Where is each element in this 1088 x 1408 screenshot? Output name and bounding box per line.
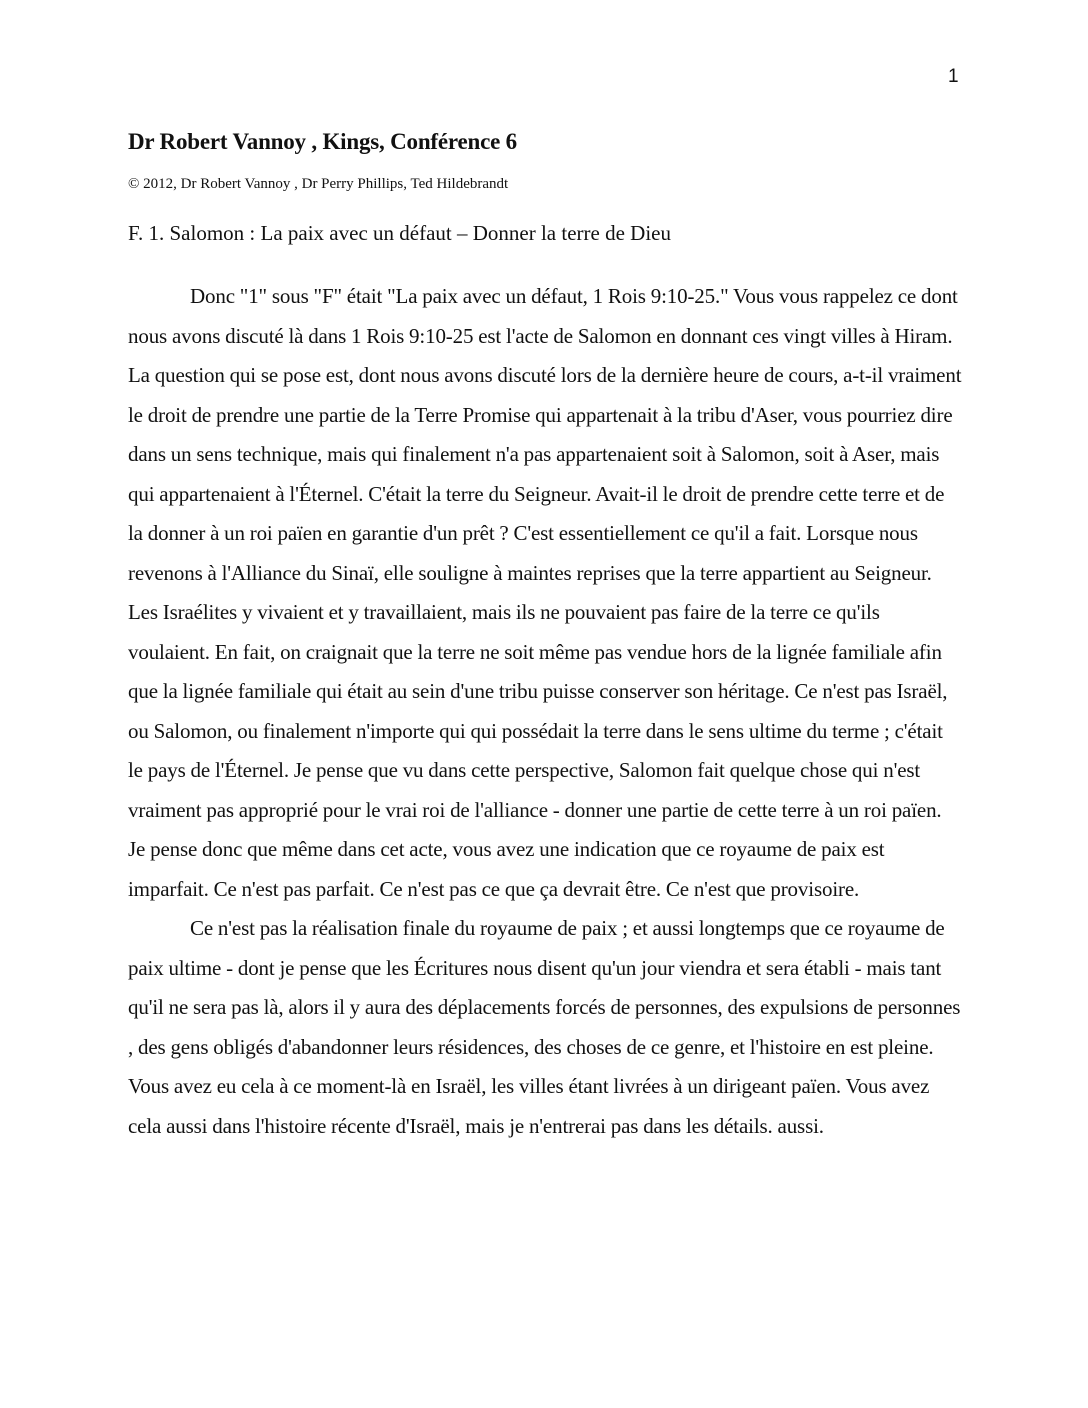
paragraph: Ce n'est pas la réalisation finale du royaume de paix ; et aussi longtemps que ce royaume de paix ultime - dont je pense que les Écritures nous disent qu'un jour viendra et sera établi - mais tant qu'il ne sera pas là, alors il y aura des déplacements forcés de personnes, des expulsions de personnes , des gens obligés d'abandonner leurs résidences, des choses de ce genre, et l'histoire en est pleine. Vous avez eu cela à ce moment-là en Israël, les villes étant livrées à un dirigeant païen. Vous avez cela aussi dans l'histoire récente d'Israël, mais je n'entrerai pas dans les détails. aussi. — [128, 916, 961, 1138]
page-number: 1 — [948, 66, 959, 87]
copyright-line: © 2012, Dr Robert Vannoy , Dr Perry Phillips, Ted Hildebrandt — [128, 176, 509, 192]
document-title: Dr Robert Vannoy , Kings, Conférence 6 — [128, 129, 517, 154]
body-text — [128, 277, 962, 1146]
paragraph: Donc "1" sous "F" était "La paix avec un défaut, 1 Rois 9:10-25." Vous vous rappelez ce dont nous avons discuté là dans 1 Rois 9:10-25 est l'acte de Salomon en donnant ces vingt villes à Hiram. La question qui se pose est, dont nous avons discuté lors de la dernière heure de cours, a-t-il vraiment le droit de prendre une partie de la Terre Promise qui appartenait à la tribu d'Aser, vous pourriez dire dans un sens technique, mais qui finalement n'a pas appartenaient soit à Salomon, soit à Aser, mais qui appartenaient à l'Éternel. C'était la terre du Seigneur. Avait-il le droit de prendre cette terre et de la donner à un roi païen en garantie d'un prêt ? C'est essentiellement ce qu'il a fait. Lorsque nous revenons à l'Alliance du Sinaï, elle souligne à maintes reprises que la terre appartient au Seigneur. Les Israélites y vivaient et y travaillaient, mais ils ne pouvaient pas faire de la terre ce qu'ils voulaient. En fait, on craignait que la terre ne soit même pas vendue hors de la lignée familiale afin que la lignée familiale qui était au sein d'une tribu puisse conserver son héritage. Ce n'est pas Israël, ou Salomon, ou finalement n'importe qui qui possédait la terre dans le sens ultime du terme ; c'était le pays de l'Éternel. Je pense que vu dans cette perspective, Salomon fait quelque chose qui n'est vraiment pas approprié pour le vrai roi de l'alliance - donner une partie de cette terre à un roi païen. Je pense donc que même dans cet acte, vous avez une indication que ce royaume de paix est imparfait. Ce n'est pas parfait. Ce n'est pas ce que ça devrait être. Ce n'est que provisoire. — [128, 284, 962, 901]
section-heading: F. 1. Salomon : La paix avec un défaut – Donner la terre de Dieu — [128, 221, 671, 245]
